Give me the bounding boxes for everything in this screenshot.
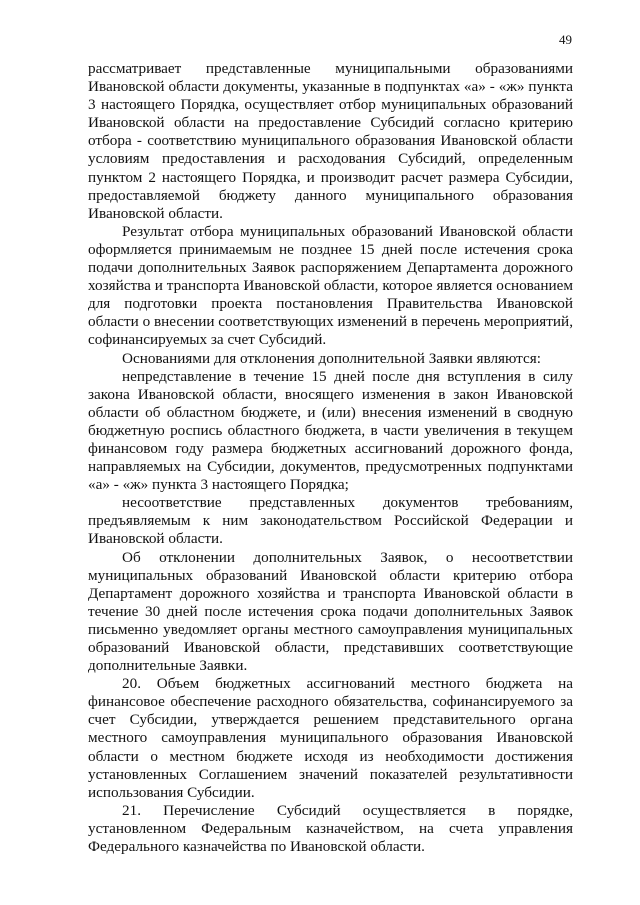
paragraph-item-21: 21. Перечисление Субсидий осуществляется в порядке, установленном Федеральным казначейством, на счета управления Федерального казначейства по Ивановской области.	[88, 801, 573, 856]
paragraph-continuation: рассматривает представленные муниципальными образованиями Ивановской области документы, указанные в подпунктах «а» - «ж» пункта 3 настоящего Порядка, осуществляет отбор муниципальных образований Ивановской области на предоставление Субсидий согласно критерию отбора - соответствию муниципального образования Ивановской области условиям предоставления и расходования Субсидий, определенным пунктом 2 настоящего Порядка, и производит расчет размера Субсидии, предоставляемой бюджету данного муниципального образования Ивановской области.	[88, 60, 573, 222]
paragraph-rejection-grounds: Основаниями для отклонения дополнительной Заявки являются:	[122, 349, 541, 367]
document-body	[88, 60, 573, 856]
paragraph-ground-nonsubmission: непредставление в течение 15 дней после дня вступления в силу закона Ивановской области, вносящего изменения в закон Ивановской области об областном бюджете, и (или) внесения изменений в сводную бюджетную роспись областного бюджета, в части увеличения в текущем финансовом году размера бюджетных ассигнований дорожного фонда, направляемых на Субсидии, документов, предусмотренных подпунктами «а» - «ж» пункта 3 настоящего Порядка;	[88, 367, 573, 494]
paragraph-rejection-notice: Об отклонении дополнительных Заявок, о несоответствии муниципальных образований Ивановской области критерию отбора Департамент дорожного хозяйства и транспорта Ивановской области в течение 30 дней после истечения срока подачи дополнительных Заявок письменно уведомляет органы местного самоуправления муниципальных образований Ивановской области, представивших соответствующие дополнительные Заявки.	[88, 548, 573, 675]
paragraph-ground-noncompliance: несоответствие представленных документов требованиям, предъявляемым к ним законодательством Российской Федерации и Ивановской области.	[88, 494, 573, 548]
paragraph-item-20: 20. Объем бюджетных ассигнований местного бюджета на финансовое обеспечение расходного обязательства, софинансируемого за счет Субсидии, утверждается решением представительного органа местного самоуправления муниципального образования Ивановской области о местном бюджете исходя из необходимости достижения установленных Соглашением значений показателей результативности использования Субсидии.	[88, 675, 573, 801]
page-number: 49	[559, 32, 572, 47]
paragraph-selection-result: Результат отбора муниципальных образований Ивановской области оформляется принимаемым не позднее 15 дней после истечения срока подачи дополнительных Заявок распоряжением Департамента дорожного хозяйства и транспорта Ивановской области, которое является основанием для подготовки проекта постановления Правительства Ивановской области о внесении соответствующих изменений в перечень мероприятий, софинансируемых за счет Субсидий.	[88, 222, 573, 349]
